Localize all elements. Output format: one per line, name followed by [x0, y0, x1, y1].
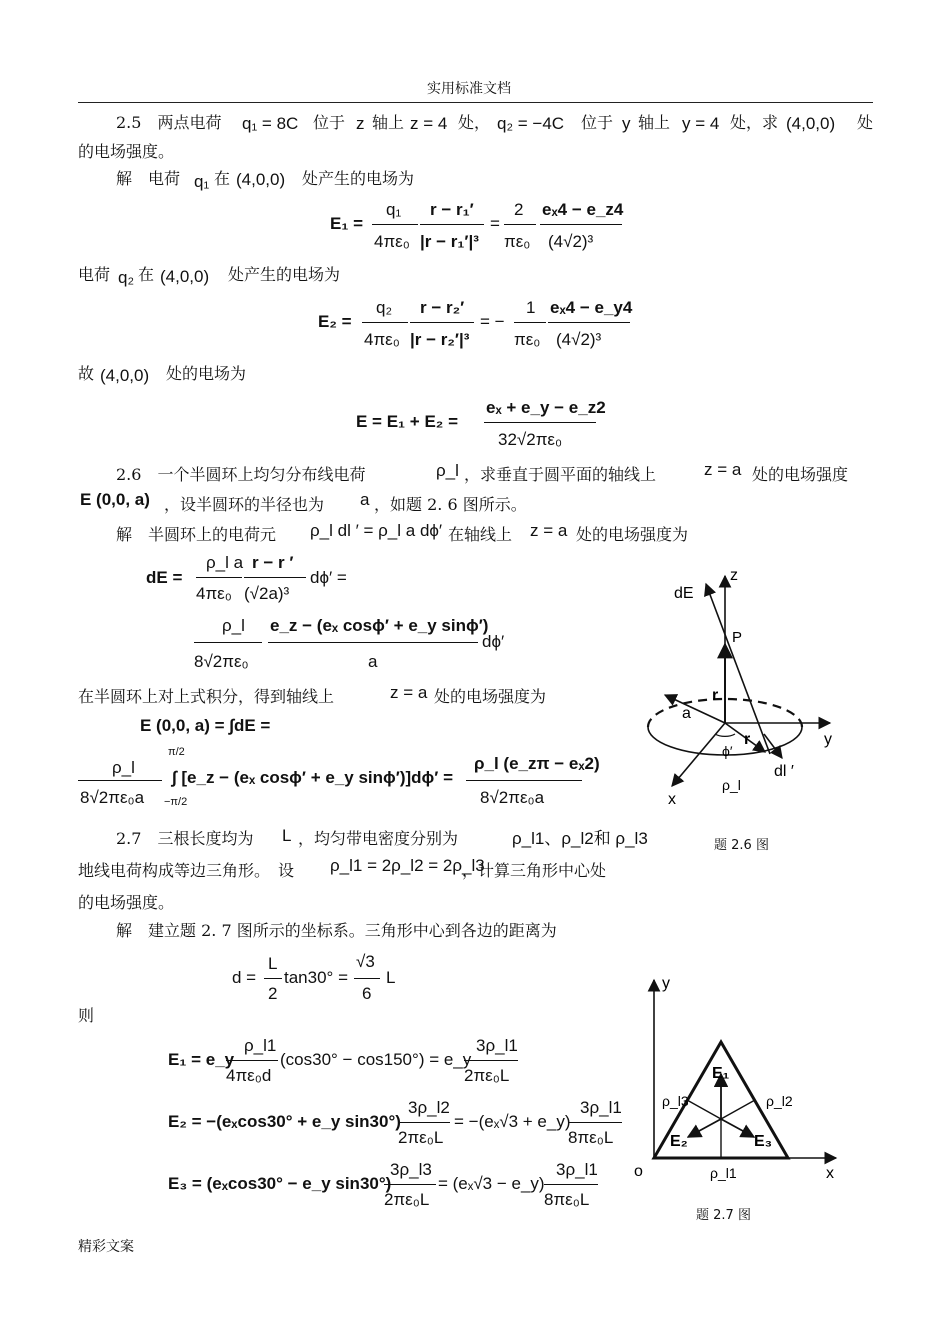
- d-num1: L: [268, 954, 278, 973]
- p25-sol3-b: 处的电场为: [166, 364, 247, 383]
- label-o: o: [634, 1163, 643, 1180]
- p25-q1: q₁ = 8C: [242, 114, 299, 133]
- p27-e3-den1: 2πε₀L: [384, 1190, 430, 1209]
- label-x: x: [668, 791, 676, 808]
- p27-line1-rho: ρ_l1、ρ_l2和 ρ_l3: [512, 829, 648, 848]
- p26-sol1-z: z = a: [530, 521, 568, 540]
- p25-chu3: 处: [857, 113, 874, 132]
- p25-y4: y = 4: [682, 114, 720, 133]
- e1-bar3: [504, 224, 536, 225]
- de-num2: r − r ′: [252, 553, 294, 572]
- p27-e2-den1: 2πε₀L: [398, 1128, 444, 1147]
- p27-e1-den1: 4πε₀d: [226, 1066, 272, 1085]
- p27-e3-den2: 8πε₀L: [544, 1190, 590, 1209]
- e1-den4: (4√2)³: [548, 232, 594, 251]
- p26-line2-b: ，设半圆环的半径也为: [164, 495, 325, 514]
- p27-e3-num1: 3ρ_l3: [390, 1160, 432, 1179]
- p25-sol1-b: 在: [214, 169, 231, 188]
- p25-sol2-b: 在: [138, 265, 155, 284]
- p27-e2-num2: 3ρ_l1: [580, 1098, 622, 1117]
- p27-e1-bar1: [226, 1060, 278, 1061]
- label-e2: E₂: [670, 1133, 688, 1150]
- p27-then: 则: [78, 1006, 95, 1025]
- p25-prefix: 2.5 两点电荷: [116, 113, 222, 132]
- label-y: y: [824, 731, 832, 748]
- de-tail: dϕ′ =: [310, 568, 347, 587]
- de-bar1: [196, 577, 242, 578]
- p27-e1-lhs: E₁ = e_y: [168, 1050, 235, 1069]
- p25-sol1-a: 解 电荷: [116, 169, 181, 188]
- page-footer: 精彩文案: [78, 1239, 134, 1255]
- p25-on-z: 位于: [313, 113, 346, 132]
- p27-e2-mid: = −(eₓ√3 + e_y): [454, 1112, 571, 1131]
- p25-sol2-c: 处产生的电场为: [228, 265, 341, 284]
- label-rho-l1: ρ_l1: [710, 1165, 737, 1181]
- figure-2-6-caption: 题 2.6 图: [714, 838, 769, 853]
- p25-sol3-a: 故: [78, 364, 95, 383]
- p26-sol2-a: 在半圆环上对上式积分，得到轴线上: [78, 687, 335, 706]
- p25-sol2-a: 电荷: [78, 265, 111, 284]
- p26-sol1-c: 处的电场强度为: [576, 525, 689, 544]
- p27-e2-lhs: E₂ = −(eₓcos30° + e_y sin30°): [168, 1112, 401, 1131]
- int-den1: 8√2πε₀a: [80, 788, 145, 807]
- p27-line2-a: 地线电荷构成等边三角形。 设: [78, 861, 295, 880]
- label-r-upper: r: [712, 687, 719, 704]
- p27-line1-b: ，均匀带电密度分别为: [298, 829, 459, 848]
- e1-num3: 2: [514, 200, 524, 219]
- de-num1: ρ_l a: [206, 553, 244, 572]
- p26-line2-a: a: [360, 490, 370, 509]
- p27-line2-math: ρ_l1 = 2ρ_l2 = 2ρ_l3: [330, 856, 485, 875]
- de2-den1: 8√2πε₀: [194, 652, 249, 671]
- de2-bar2: [268, 642, 478, 643]
- e-total-den: 32√2πε₀: [498, 430, 563, 449]
- p25-chu1: 处，: [458, 113, 491, 132]
- p27-e3-lhs: E₃ = (eₓcos30° − e_y sin30°): [168, 1174, 392, 1193]
- figure-2-7-caption: 题 2.7 图: [696, 1208, 751, 1223]
- e2-den4: (4√2)³: [556, 330, 602, 349]
- p25-chu2: 处，求: [730, 113, 779, 132]
- e1-bar2: [420, 224, 484, 225]
- p25-sol2-point: (4,0,0): [160, 267, 210, 286]
- int-lower: −π/2: [164, 796, 188, 808]
- p25-sol1-c: 处产生的电场为: [302, 169, 415, 188]
- e-total-bar: [484, 422, 596, 423]
- de-den1: 4πε₀: [196, 584, 232, 603]
- e1-den3: πε₀: [504, 232, 531, 251]
- p25-on-z-axis: 轴上: [372, 113, 405, 132]
- e1-eq: =: [490, 214, 500, 233]
- p27-e3-bar1: [384, 1184, 436, 1185]
- de-den2: (√2a)³: [244, 584, 290, 603]
- d-lhs: d =: [232, 968, 257, 987]
- int-num1: ρ_l: [112, 758, 135, 777]
- p27-e1-num1: ρ_l1: [244, 1036, 277, 1055]
- p27-e1-mid: (cos30° − cos150°) = e_y: [280, 1050, 472, 1069]
- e2-den3: πε₀: [514, 330, 541, 349]
- p27-e2-bar1: [398, 1122, 450, 1123]
- e1-num4: eₓ4 − e_z4: [542, 200, 624, 219]
- label-a: a: [682, 705, 691, 722]
- int-den2: 8√2πε₀a: [480, 788, 545, 807]
- field-line-de: [706, 584, 770, 754]
- p27-e1-den2: 2πε₀L: [464, 1066, 510, 1085]
- arrow-e3: [721, 1119, 754, 1137]
- e2-num4: eₓ4 − e_y4: [550, 298, 633, 317]
- de2-num1: ρ_l: [222, 616, 245, 635]
- p26-line2-c: ，如题 2. 6 图所示。: [374, 495, 527, 514]
- p27-sol1: 解 建立题 2. 7 图所示的坐标系。三角形中心到各边的距离为: [116, 921, 557, 940]
- e1-bar1: [372, 224, 418, 225]
- p26-line2-E: E (0,0, a): [80, 490, 150, 509]
- page-header: 实用标准文档: [427, 81, 511, 97]
- centre-to-right: [721, 1100, 755, 1119]
- p27-e1-bar2: [464, 1060, 518, 1061]
- d-bar1: [264, 978, 282, 979]
- p25-on-y-axis: 轴上: [638, 113, 671, 132]
- e2-num1: q₂: [376, 298, 393, 317]
- p27-line1-a: 2.7 三根长度均为: [116, 829, 254, 848]
- e1-num1: q₁: [386, 200, 402, 219]
- centre-to-left: [687, 1100, 721, 1119]
- p27-e3-mid: = (eₓ√3 − e_y): [438, 1174, 545, 1193]
- p25-sol1-q: q₁: [194, 172, 210, 191]
- e2-den1: 4πε₀: [364, 330, 400, 349]
- p27-e2-den2: 8πε₀L: [568, 1128, 614, 1147]
- arrow-e2: [688, 1119, 721, 1137]
- label-rho-l2: ρ_l2: [766, 1093, 793, 1109]
- label-phi: ϕ′: [722, 743, 733, 759]
- e1-den1: 4πε₀: [374, 232, 410, 251]
- int-num2: ρ_l (e_zπ − eₓ2): [474, 754, 600, 773]
- label-rho: ρ_l: [722, 777, 741, 793]
- p26-sol1-math: ρ_l dl ′ = ρ_l a dϕ′: [310, 521, 443, 540]
- p27-e2-num1: 3ρ_l2: [408, 1098, 450, 1117]
- p26-line1-c: 处的电场强度: [752, 465, 849, 484]
- p27-e2-bar2: [568, 1122, 622, 1123]
- p27-line3: 的电场强度。: [78, 893, 175, 912]
- p26-sol2-z: z = a: [390, 683, 428, 702]
- p26-sol2-b: 处的电场强度为: [434, 687, 547, 706]
- p25-line2: 的电场强度。: [78, 142, 175, 161]
- int-lhs: E (0,0, a) = ∫dE =: [140, 716, 271, 735]
- e2-den2: |r − r₂′|³: [410, 330, 470, 349]
- int-upper: π/2: [168, 746, 185, 758]
- de-lhs: dE =: [146, 568, 183, 587]
- int-body: ∫ [e_z − (eₓ cosϕ′ + e_y sinϕ′)]dϕ′ =: [172, 768, 454, 787]
- p27-line1-L: L: [282, 826, 292, 845]
- p25-sol2-q: q₂: [118, 268, 135, 287]
- e1-den2: |r − r₁′|³: [420, 232, 479, 251]
- de2-num2: e_z − (eₓ cosϕ′ + e_y sinϕ′): [270, 616, 489, 635]
- figure-2-6: [630, 562, 850, 812]
- p25-point: (4,0,0): [786, 114, 836, 133]
- p25-sol3-point: (4,0,0): [100, 366, 150, 385]
- p26-line1-b: ，求垂直于圆平面的轴线上: [464, 465, 657, 484]
- e2-num2: r − r₂′: [420, 298, 465, 317]
- e1-bar4: [540, 224, 622, 225]
- label-de: dE: [674, 585, 694, 602]
- p26-line1-z: z = a: [704, 460, 742, 479]
- label-e1: E₁: [712, 1065, 730, 1082]
- p25-y-axis: y: [622, 114, 631, 133]
- phi-arc: [715, 734, 735, 736]
- de2-den2: a: [368, 652, 378, 671]
- header-rule: [78, 102, 873, 103]
- label-dl: dl ′: [774, 763, 794, 780]
- e-total-lhs: E = E₁ + E₂ =: [356, 412, 458, 431]
- p27-e3-num2: 3ρ_l1: [556, 1160, 598, 1179]
- e2-num3: 1: [526, 298, 536, 317]
- e2-eq: = −: [480, 312, 505, 331]
- label-x-2-7: x: [826, 1165, 834, 1182]
- de2-tail: dϕ′: [482, 632, 505, 651]
- d-num2: √3: [356, 952, 375, 971]
- d-tail: L: [386, 968, 396, 987]
- p25-z-axis: z: [356, 114, 365, 133]
- label-y-2-7: y: [662, 975, 670, 992]
- p27-e1-num2: 3ρ_l1: [476, 1036, 518, 1055]
- e2-bar2: [410, 322, 474, 323]
- p26-sol1-a: 解 半圆环上的电荷元: [116, 525, 277, 544]
- de2-bar1: [194, 642, 262, 643]
- e2-bar3: [514, 322, 546, 323]
- p25-z4: z = 4: [410, 114, 448, 133]
- p26-sol1-b: 在轴线上: [448, 525, 513, 544]
- e1-num2: r − r₁′: [430, 200, 474, 219]
- label-z: z: [730, 567, 738, 584]
- p25-sol1-point: (4,0,0): [236, 170, 286, 189]
- e2-bar1: [362, 322, 408, 323]
- p25-q2: q₂ = −4C: [497, 114, 565, 133]
- p27-line2-b: ，计算三角形中心处: [462, 861, 607, 880]
- int-bar1: [78, 780, 162, 781]
- d-mid: tan30° =: [284, 968, 348, 987]
- p27-e3-bar2: [544, 1184, 598, 1185]
- d-den2: 6: [362, 984, 372, 1003]
- p25-on-y: 位于: [581, 113, 614, 132]
- p26-line1-a: 2.6 一个半圆环上均匀分布线电荷: [116, 465, 366, 484]
- p26-line1-rho: ρ_l: [436, 461, 459, 480]
- label-p: P: [732, 629, 743, 646]
- label-r-lower: r: [744, 731, 751, 748]
- e2-lhs: E₂ =: [318, 312, 352, 331]
- d-den1: 2: [268, 984, 278, 1003]
- e-total-num: eₓ + e_y − e_z2: [486, 398, 606, 417]
- d-bar2: [354, 978, 380, 979]
- e1-lhs: E₁ =: [330, 214, 364, 233]
- e2-bar4: [548, 322, 630, 323]
- label-rho-l3: ρ_l3: [662, 1093, 689, 1109]
- int-bar2: [466, 780, 582, 781]
- label-e3: E₃: [754, 1133, 773, 1150]
- figure-2-7: [630, 968, 850, 1188]
- de-bar2: [244, 577, 306, 578]
